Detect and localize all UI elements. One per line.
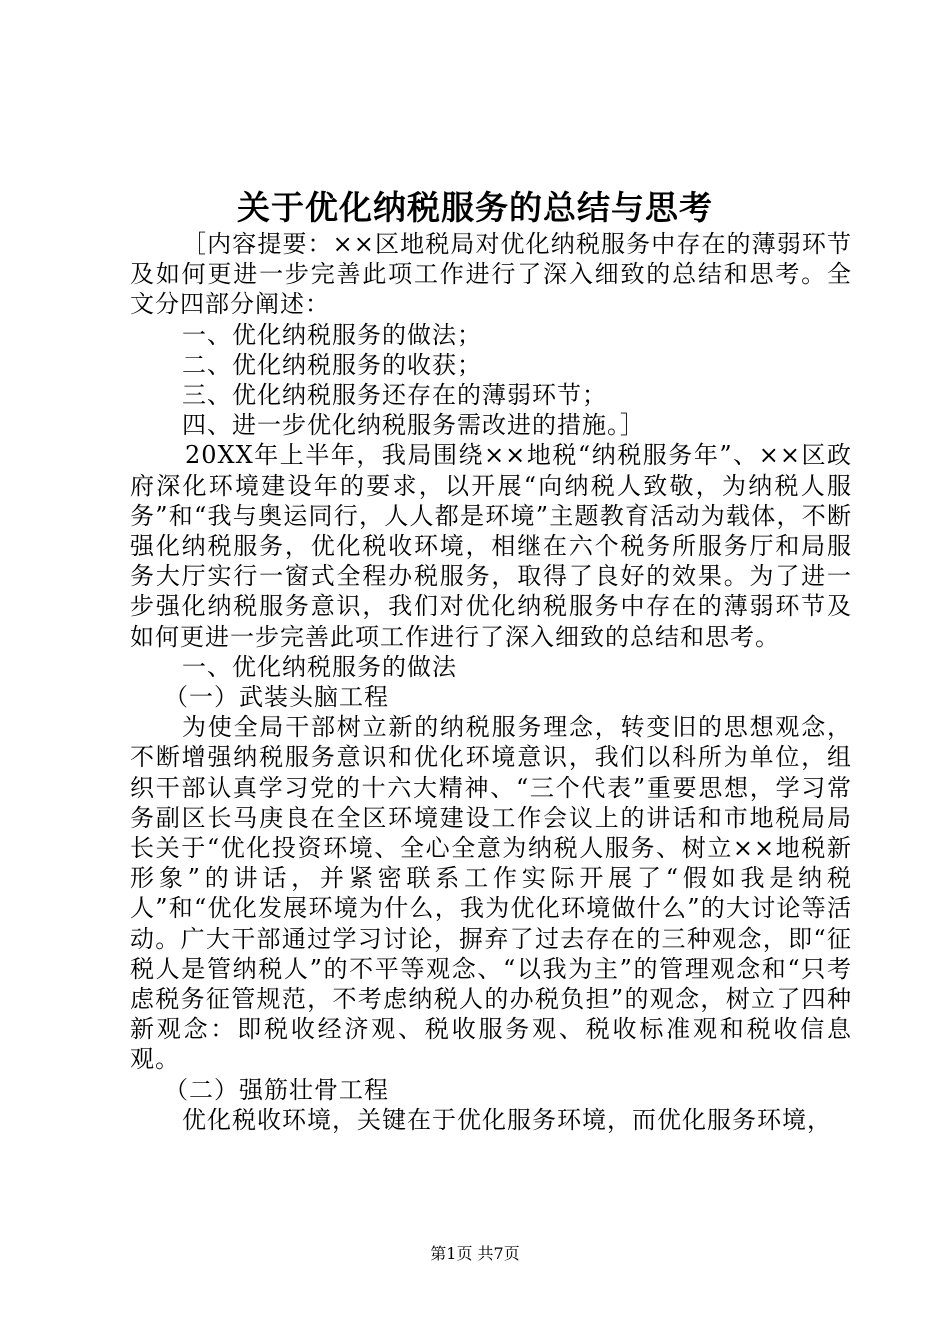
abstract-item-1: 一、优化纳税服务的做法； (182, 320, 482, 349)
intro-paragraph: 20XX年上半年，我局围绕××地税“纳税服务年”、××区政府深化环境建设年的要求，以开展“向纳税人致敬，为纳税人服务”和“我与奥运同行，人人都是环境”主题教育活动为载体，不断强化纳税服务，优化税收环境，相继在六个税务所服务厅和局服务大厅实行一窗式全程办税服务，取得了良好的效果。为了进一步强化纳税服务意识，我们对优化纳税服务中存在的薄弱环节及如何更进一步完善此项工作进行了深入细致的总结和思考。 (130, 441, 852, 651)
document-body (130, 229, 852, 1135)
abstract-item-2: 二、优化纳税服务的收获； (182, 350, 482, 379)
abstract-item-3: 三、优化纳税服务还存在的薄弱环节； (182, 381, 607, 410)
subsection-heading-1: （一）武装头脑工程 (164, 683, 389, 712)
body-paragraph-1: 为使全局干部树立新的纳税服务理念，转变旧的思想观念，不断增强纳税服务意识和优化环境意识，我们以科所为单位，组织干部认真学习党的十六大精神、“三个代表”重要思想，学习常务副区长马庚良在全区环境建设工作会议上的讲话和市地税局局长关于“优化投资环境、全心全意为纳税人服务、树立××地税新形象”的讲话，并紧密联系工作实际开展了“假如我是纳税人”和“优化发展环境为什么，我为优化环境做什么”的大讨论等活动。广大干部通过学习讨论，摒弃了过去存在的三种观念，即“征税人是管纳税人”的不平等观念、“以我为主”的管理观念和“只考虑税务征管规范，不考虑纳税人的办税负担”的观念，树立了四种新观念：即税收经济观、税收服务观、税收标准观和税收信息观。 (130, 713, 852, 1074)
section-heading-1: 一、优化纳税服务的做法 (182, 652, 457, 681)
abstract-paragraph: ［内容提要：××区地税局对优化纳税服务中存在的薄弱环节及如何更进一步完善此项工作进行了深入细致的总结和思考。全文分四部分阐述： (130, 230, 852, 319)
page-title: 关于优化纳税服务的总结与思考 (237, 188, 713, 227)
subsection-heading-2: （二）强筋壮骨工程 (164, 1075, 389, 1104)
body-paragraph-2: 优化税收环境，关键在于优化服务环境，而优化服务环境， (182, 1105, 832, 1134)
page-number: 第1页 共7页 (430, 1244, 520, 1263)
abstract-item-4: 四、进一步优化纳税服务需改进的措施。］ (182, 411, 645, 440)
